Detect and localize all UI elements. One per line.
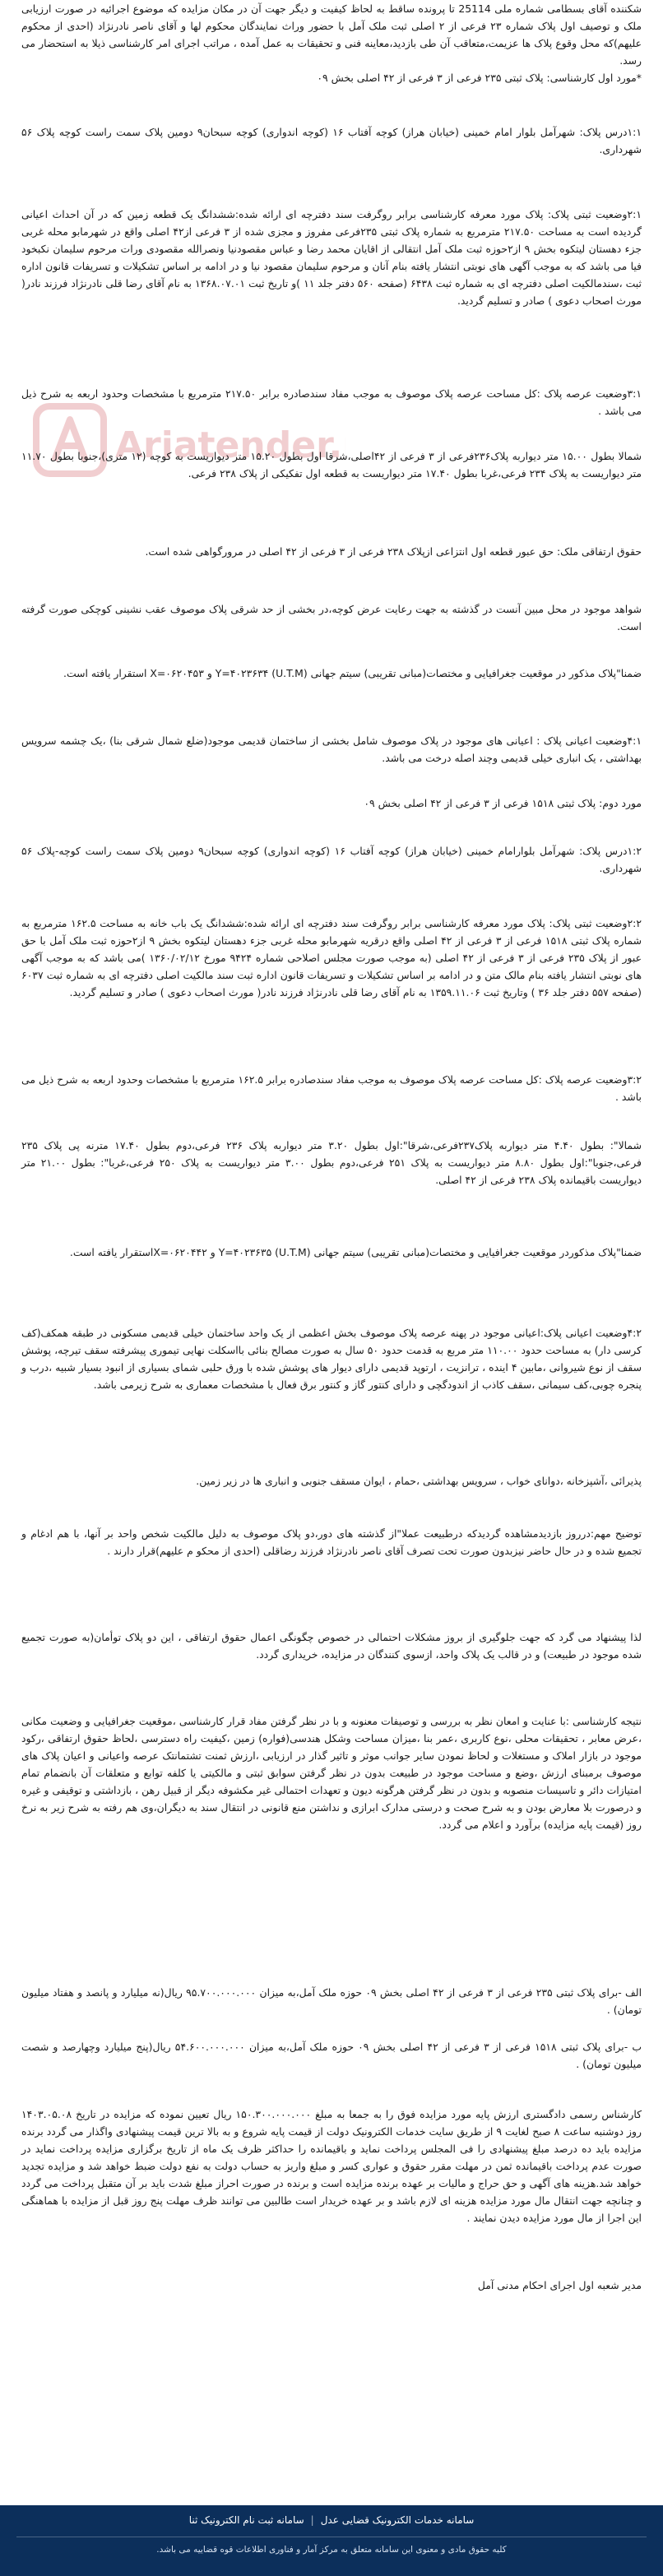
footer-separator: | bbox=[310, 2514, 314, 2526]
paragraph-2-1-address: ۱:۲درس پلاک: شهرآمل بلوارامام خمینی (خیابان هراز) کوچه آفتاب ۱۶ (کوچه اندواری) کوچه سبحان۹ دومین پلاک سمت راست کوچه-پلاک ۵۶ شهرداری. bbox=[21, 845, 642, 874]
paragraph-important-note: توضیح مهم:درروز بازدیدمشاهده گردیدکه درطبیعت عملا"از گذشته های دور،دو پلاک موصوف به دلیل مالکیت شخص واحد بر آنها، با هم ادغام و تجمیع شده و در حال حاضر نیزبدون صورت تحت تصرف آقای ناصر نادرنژاد فرزند رضاقلی (احدی از محکو م علیهم)قرار دارند . bbox=[21, 1527, 642, 1557]
footer-link-adl[interactable]: سامانه خدمات الکترونیک قضایی عدل bbox=[320, 2514, 475, 2526]
paragraph-1-coordinates: ضمنا"پلاک مذکور در موقعیت جغرافیایی و مختصات(مبانی تقریبی) سیتم جهانی (U.T.M) Y=۴۰۲۳۶۳۴ و X=۰۶۲۰۴۵۳ استقرار یافته است. bbox=[63, 667, 642, 679]
paragraph-valuation-b: ب -برای پلاک ثبتی ۱۵۱۸ فرعی از ۳ فرعی از ۴۲ اصلی بخش ۰۹ حوزه ملک آمل،به میزان ۵۴.۶۰۰.۰۰۰.۰۰۰ ریال(پنج میلیارد وچهارصد و شصت میلیون تومان) . bbox=[21, 2041, 642, 2070]
site-footer bbox=[0, 2505, 663, 2576]
paragraph-easement: حقوق ارتفاقی ملک: حق عبور قطعه اول انتزاعی ازپلاک ۲۳۸ فرعی از ۳ فرعی از ۴۲ اصلی در مرورگواهی شده است. bbox=[145, 545, 642, 558]
paragraph-1-1-address: ۱:۱درس پلاک: شهرآمل بلوار امام خمینی (خیابان هراز) کوچه آفتاب ۱۶ (کوچه اندواری) کوچه سبحان۹ دومین پلاک سمت راست کوچه پلاک ۵۶ شهرداری. bbox=[21, 126, 642, 155]
watermark-text: Ariatender. bbox=[115, 424, 343, 466]
paragraph-1-2-registration: ۲:۱وضعیت ثبتی پلاک: پلاک مورد معرفه کارشناسی برابر روگرفت سند دفترچه ای ارائه شده:ششدانگ یک قطعه زمین که در آن احداث اعیانی گردیده است به مساحت ۲۱۷.۵۰ مترمربع به شماره پلاک ثبتی ۲۳۵فرعی مفروز و مجزی شده از ۳ فرعی از۴۲ اصلی واقع در شهرمابو محله غربی جزء دهستان لیتکوه بخش ۹ از۲حوزه ثبت ملک آمل انتقالی از اقایان محمد رضا و عباس مقصودنیا ونصرالله مقصودی ورات مرحوم سلیمان نکبخود فیا می باشد که به موجب آگهی های نوبتی انتشار یافته بنام آنان و مرحوم سلیمان مقصود نیا و در ادامه بر اساس تشکیلات و تسریفات قانون اداره ثبت ،سندمالکیت اصلی دفترچه ای به شماره ثبت ۶۴۳۸ (صفحه ۵۶۰ دفتر جلد ۱۱ )و تاریخ ثبت ۱۳۶۸.۰۷.۰۱ به نام آقای رضا قلی نادرنژاد فرزند نادر( مورث اصحاب دعوی ) صادر و تسلیم گردید. bbox=[21, 208, 642, 307]
paragraph-signature: مدیر شعبه اول اجرای احکام مدنی آمل bbox=[477, 2279, 642, 2291]
paragraph-recommendation: لذا پیشنهاد می گرد که جهت جلوگیری از بروز مشکلات احتمالی در خصوص چگونگی اعمال حقوق ارتفاقی ، این دو پلاک توأمان(به صورت تجمیع شده موجود در طبیعت) و در قالب یک پلاک واحد، ازسوی کنندگان در مزایده، خریداری گردد. bbox=[21, 1631, 642, 1661]
footer-links bbox=[0, 2505, 663, 2535]
paragraph-first-item-title: *مورد اول کارشناسی: پلاک ثبتی ۲۳۵ فرعی از ۳ فرعی از ۴۲ اصلی بخش ۰۹ bbox=[317, 72, 642, 84]
paragraph-intro: شکننده آقای بسطامی شماره ملی 25114 تا پرونده ساقط به لحاظ کیفیت و دیگر جهت آن در مکان مزایده که موضوع اجرائیه در صورت ارزیابی ملک و توصیف اول پلاک شماره ۲۳ فرعی از ۲ اصلی ثبت ملک آمل با حضور وراث نمایندگان محکوم لها و آقای ناصر نادرنژاد (احدی از محکوم علیهم)که محل وقوع پلاک ها عزیمت،متعاقب آن طی بازدید،معاینه فنی و تحقیقات به عمل آمده ، مراتب اجرای امر کارشناسی ذیلا به استحضار می رسد. bbox=[21, 2, 642, 67]
paragraph-2-4-buildings: ۴:۲وضعیت اعیانی پلاک:اعیانی موجود در پهنه عرصه پلاک موصوف بخش اعظمی از یک واحد ساختمان خیلی قدیمی مسکونی در طبقه همکف(کف کرسی دار) به مساحت حدود ۱۱۰.۰۰ متر مربع به قدمت حدود ۵۰ سال به صورت مصالح بنائی بااسکلت نهایی تیموری پیشرفته سقف تیرچه، پوشش سقف از نوع شیروانی ،مابین ۴ اینده ، ترانزیت ، ارتوپد قدیمی دارای دیوار های پوشش شده با ورق حلبی شمای بسیاری از انبود بسیار شبیه ،درب و پنجره چوبی،کف سیمانی ،سقف کاذب از اندودگچی و دارای کنتور گاز و کنتور برق فعال با مشخصات معماری به شرح زیرمی باشد. bbox=[21, 1327, 642, 1391]
paragraph-2-boundaries: شمالا": بطول ۴.۴۰ متر دیواربه پلاک۲۳۷فرعی،شرقا":اول بطول ۳.۲۰ متر دیواربه پلاک ۲۳۶ فرعی،دوم بطول ۱۷.۴۰ مترنه پی پلاک ۲۳۵ فرعی،جنوبا":اول بطول ۸.۸۰ متر دیواریست به پلاک ۲۵۱ فرعی،دوم بطول ۳.۰۰ متر دیواریست به پلاک ۲۵۰ فرعی،غربا": بطول ۲۱.۰۰ متر دیواریست باقیمانده پلاک ۲۳۸ فرعی از ۴۲ اصلی. bbox=[21, 1139, 642, 1186]
paragraph-auction-terms: کارشناس رسمی دادگستری ارزش پایه مورد مزایده فوق را به جمعا به مبلغ ۱۵۰.۳۰۰.۰۰۰.۰۰۰ ریال تعیین نموده که مزایده در تاریخ ۱۴۰۳.۰۵.۰۸ روز دوشنبه ساعت ۸ صبح لغایت ۹ از طریق سایت خدمات الکترونیک دولت از قیمت پایه شروع و به بالا ترین قیمت پیشنهادی واگذار می گردد برنده مزایده باید ده درصد مبلغ پیشنهادی را فی المجلس پرداخت نماید و باقیمانده را حداکثر ظرف یک ماه از تاریخ برگزاری مزایده پرداخت نماید در صورت عدم پرداخت باقیمانده ثمن در مهلت مقرر حقوق و عواری کسر و مبلغ واریز به حساب دولت به نفع دولت ضبط خواهد شد و مزایده تجدید خواهد شد.هزینه های آگهی و حق حراج و مالیات بر عهده برنده مزایده است و برنده در صورت احراز مبلغ شدت باید بر آن متقبل پرداخت می گردد و چنانچه جهت انتقال مال مورد مزایده هزینه ای لازم باشد و بر عهده خریدار است طالبین می توانند ظرف مهلت پنج روز قبل از مزایده با هماهنگی این اجرا از مال مورد مزایده دیدن نمایند . bbox=[21, 2108, 642, 2224]
paragraph-2-2-registration: ۲:۲وضعیت ثبتی پلاک: پلاک مورد معرفه کارشناسی برابر روگرفت سند دفترچه ای ارائه شده:ششدانگ یک باب خانه به مساحت ۱۶۲.۵ مترمربع به شماره پلاک ثبتی ۱۵۱۸ فرعی از ۳ فرعی از ۴۲ اصلی واقع درقریه شهرمابو محله غربی جزء دهستان لیتکوه بخش ۹ از۲حوزه ثبت ملک آمل با حق عبور از پلاک ۲۳۵ فرعی از ۳ فرعی از ۴۲ اصلی (به موجب صورت مجلس اصلاحی شماره ۹۴۲۴ مورخ ۱۳۶۰/۰۲/۱۲ )می باشد که به موجب آگهی های نوبتی انتشار یافته بنام مالک متن و در ادامه بر اساس تشکیلات و تسریفات قانون اداره ثبت سند مالکیت اصلی دفترچه ای به شماره ثبت ۶۰۳۷ (صفحه ۵۵۷ دفتر جلد ۳۶ ) وتاریخ ثبت ۱۳۵۹.۱۱.۰۶ به نام آقای رضا قلی نادرنژاد فرزند نادر( مورث اصحاب دعوی ) صادر و تسلیم گردید. bbox=[21, 917, 642, 998]
paragraph-rooms: پذیرائی ،آشپزخانه ،دوانای خواب ، سرویس بهداشتی ،حمام ، ایوان مسقف جنوبی و انباری ها در زیر زمین. bbox=[196, 1475, 642, 1487]
paragraph-setback: شواهد موجود در محل مبین آنست در گذشته به جهت رعایت عرض کوچه،در بخشی از حد شرقی پلاک موصوف عقب نشینی کوچکی صورت گرفته است. bbox=[21, 603, 642, 632]
paragraph-2-3-land: ۳:۲وضعیت عرصه پلاک :کل مساحت عرصه پلاک موصوف به موجب مفاد سندصادره برابر ۱۶۲.۵ مترمربع با مشخصات وحدود اربعه به شرح ذیل می باشد . bbox=[21, 1073, 642, 1103]
paragraph-1-4-buildings: ۴:۱وضعیت اعیانی پلاک : اعیانی های موجود در پلاک موصوف شامل بخشی از ساختمان قدیمی موجود(ضلع شمال شرقی بنا) ،یک چشمه سرویس بهداشتی ، یک انباری خیلی قدیمی وچند اصله درخت می باشد. bbox=[21, 734, 642, 764]
paragraph-valuation-a: الف -برای پلاک ثبتی ۲۳۵ فرعی از ۳ فرعی از ۴۲ اصلی بخش ۰۹ حوزه ملک آمل،به میزان ۹۵.۷۰۰.۰۰۰.۰۰۰ ریال(نه میلیارد و پانصد و هفتاد میلیون تومان) . bbox=[21, 1986, 642, 2016]
footer-link-sana[interactable]: سامانه ثبت نام الکترونیک ثنا bbox=[188, 2514, 304, 2526]
paragraph-2-coordinates: ضمنا"پلاک مذکوردر موقعیت جغرافیایی و مختصات(مبانی تقریبی) سیتم جهانی (U.T.M) Y=۴۰۲۳۶۳۵ و X=۰۶۲۰۴۴۲استقرار یافته است. bbox=[69, 1246, 642, 1258]
footer-copyright: کلیه حقوق مادی و معنوی این سامانه متعلق به مرکز آمار و فناوری اطلاعات قوه قضاییه می باشد. bbox=[156, 2545, 507, 2555]
paragraph-expert-conclusion: نتیجه کارشناسی :با عنایت و امعان نظر به بررسی و توصیفات معنونه و با در نظر گرفتن مفاد قرار کارشناسی ،موقعیت جغرافیایی و وضعیت مکانی ،عرض معابر ، تحقیقات محلی ،نوع کاربری ،عمر بنا ،میزان مساحت وشکل هندسی(فواره) زمین ،کیفیت راه دسترسی ،لحاظ حقوق ارتفاقی ،رکود موجود در بازار املاک و مستغلات و لحاظ نمودن سایر جوانب موثر و تاثیر گذار در ارزیابی ،ارزش ثمنت تشتمانتک عرصه واعیانی و اعیان پلاک های موصوف برمبنای ارزش ،وضع و مساحت موجود در طبیعت بدون در نظر گرفتن سوابق ثبتی و مالکیتی یا کلفه توابع و متعلقات آن بانضمام تمام امتیازات دائر و تاسیسات منصوبه و بدون در نظر گرفتن هرگونه دیون و تعهدات احتمالی غیر مکشوفه دیگر از قبیل رهن ، بازداشتی و توقیفی و غیره و درصورت بلا معارض بودن و به شرح صحت و درستی مدارک ابرازی و نداشتن منع قانونی در انتقال سند به دیگران،وی هم رفته به شرح زیر به نرخ روز (قیمت پایه مزایده) برآورد و اعلام می گردد. bbox=[21, 1715, 642, 1831]
paragraph-1-3-land: ۳:۱وضعیت عرصه پلاک :کل مساحت عرصه پلاک موصوف به موجب مفاد سندصادره برابر ۲۱۷.۵۰ مترمربع با مشخصات وحدود اربعه به شرح ذیل می باشد . bbox=[21, 387, 642, 417]
paragraph-1-boundaries: شمالا بطول ۱۵.۰۰ متر دیواربه پلاک۲۳۶فرعی از ۳ فرعی از ۴۲اصلی،شرقا اول بطول ۱۵.۲۰ متر دیواریست به کوچه (۱۲ متری)،جنوبا بطول ۱۱.۷۰ متر دیواریست به پلاک ۲۳۴ فرعی،غربا بطول ۱۷.۴۰ متر دیواریست به قطعه اول تفکیکی از پلاک ۲۳۸ فرعی. bbox=[21, 450, 642, 480]
paragraph-second-item-title: مورد دوم: پلاک ثبتی ۱۵۱۸ فرعی از ۳ فرعی از ۴۲ اصلی بخش ۰۹ bbox=[364, 797, 642, 809]
